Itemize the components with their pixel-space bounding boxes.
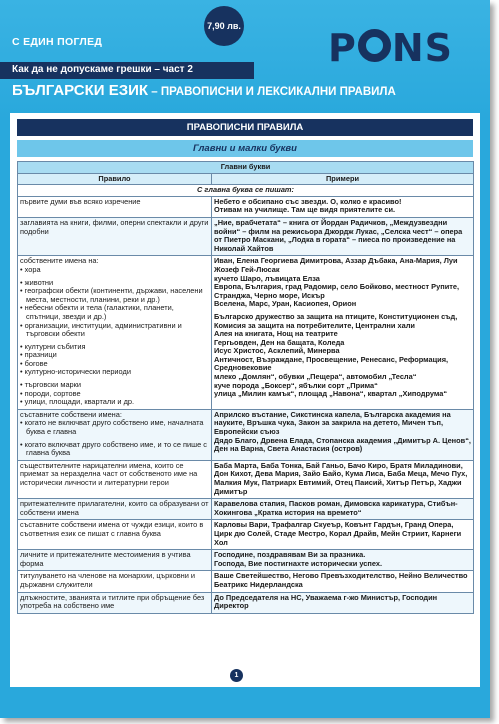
rule-cell — [18, 520, 212, 550]
rule-line: заглавията на книги, филми, оперни спектакли и други подобни — [20, 217, 209, 236]
page-number: 1 — [230, 669, 243, 682]
examples-cell — [212, 499, 474, 520]
table-body — [18, 196, 474, 613]
rule-line: • хора — [20, 266, 209, 275]
example-line: улица „Милин камък“, площад „Навона“, квартал „Хиподрума“ — [214, 389, 448, 399]
rule-line: съставните собствени имена: — [20, 409, 122, 419]
price-badge: 7,90 лв. — [204, 6, 244, 46]
rule-line: • географски обекти (континенти, държави, населени места, местности, планини, реки и др.) — [20, 287, 209, 304]
example-line: Каравелова стапия, Пасков роман, Димовска карикатура, Стибън-Хокингова „Кратка история на времето“ — [214, 499, 458, 517]
rule-line: съставните собствени имена от чужди езици, които в съответния език се пишат с главна буква — [20, 520, 204, 538]
rule-line: • търговски марки — [20, 381, 209, 390]
column-header-rule: Правило — [18, 173, 212, 185]
examples-cell — [212, 196, 474, 217]
subsection-title: Главни и малки букви — [17, 140, 473, 157]
example-line: млеко „Домлян“, обувки „Пещера“, автомобил „Тесла“ — [214, 372, 417, 382]
page-title — [12, 82, 396, 100]
rule-line: титулуването на членове на монархии, църковни и държавни служители — [20, 571, 196, 589]
rule-line: • организации, институции, административни и търговски обекти — [20, 322, 209, 339]
rule-line: • богове — [20, 360, 209, 369]
example-line: Небето е обсипано със звезди. О, колко е красиво! — [214, 196, 402, 206]
at-a-glance-label: С ЕДИН ПОГЛЕД — [12, 36, 103, 48]
example-line: Българско дружество за защита на птиците, Конституционен съд, Комисия за защита на потребителите, Централни хали — [214, 311, 458, 330]
brand-logo: P NS — [328, 26, 454, 70]
rule-line: • животни — [20, 279, 209, 288]
group-heading: С главна буква се пишат: — [18, 185, 474, 197]
example-line: куче порода „Боксер“, ябълки сорт „Прима“ — [214, 380, 378, 390]
example-line: Исус Христос, Асклепий, Минерва — [214, 346, 340, 356]
rule-line: • културни събития — [20, 343, 209, 352]
table-row — [18, 217, 474, 255]
example-line: Ваше Светейшество, Негово Превъзходителство, Нейно Величество Беатрикс Нидерландска — [214, 571, 468, 589]
table-row — [18, 196, 474, 217]
series-title-bar: Как да не допускаме грешки – част 2 — [0, 62, 254, 79]
rule-line: • породи, сортове — [20, 390, 209, 399]
rule-cell — [18, 592, 212, 613]
rule-line: притежателните прилагателни, които са образувани от собствени имена — [20, 499, 209, 517]
table-row — [18, 499, 474, 520]
rule-line: • когато не включват друго собствено име, началната буква е главна — [20, 419, 209, 436]
example-line: Баба Марта, Баба Тонка, Бай Ганьо, Бачо Киро, Братя Миладинови, Дон Кихот, Дева Мария, Зайо Байо, Кума Лиса, Баба Меца, Мечо Пух, Малкия Мук, Патриарх Евтимий, Отец Паисий, Хитър Петър, Хаджи Димитър — [214, 460, 468, 496]
rule-line: длъжностите, званията и титлите при обръщение без употреба на собствено име — [20, 592, 205, 611]
rule-cell — [18, 409, 212, 460]
section-title: ПРАВОПИСНИ ПРАВИЛА — [17, 119, 473, 136]
examples-cell — [212, 550, 474, 571]
title-main: БЪЛГАРСКИ ЕЗИК — [12, 82, 149, 99]
rule-line: личните и притежателните местоимения в учтива форма — [20, 550, 191, 568]
rule-line: • когато включват друго собствено име, и то се пише с главна буква — [20, 441, 209, 458]
table-row — [18, 550, 474, 571]
example-line: До Председателя на НС, Уважаема г-жо Министър, Господин Директор — [214, 592, 438, 611]
rule-cell — [18, 550, 212, 571]
examples-cell — [212, 592, 474, 613]
table-title: Главни букви — [18, 162, 474, 174]
table-row — [18, 256, 474, 410]
table-row — [18, 460, 474, 498]
rule-line: първите думи във всяко изречение — [20, 196, 141, 206]
example-line: Иван, Елена Георгиева Димитрова, Аззар Дъбака, Ана-Мария, Луи Жозеф Гей-Люсак — [214, 256, 458, 274]
rule-cell — [18, 196, 212, 217]
rule-line: • улици, площади, квартали и др. — [20, 398, 209, 407]
example-line: Карловы Вари, Трафалгар Скуеър, Ковънт Гардън, Гранд Опера, Цирк дю Солей, Стаде Местро, Корал Драйв, Мейн Стриит, Карнеги Хол — [214, 520, 462, 547]
content-panel — [10, 113, 480, 687]
table-row — [18, 571, 474, 592]
examples-cell — [212, 460, 474, 498]
example-line: Априлско въстание, Сикстинска капела, Българска академия на науките, Връшка чука, Закон за закрила на детето, Мичен тъп, Европейски съюз — [214, 409, 451, 437]
example-line: Дядо Благо, Дрвена Елада, Стопанска академия „Димитър А. Ценов“, Ден на Варна, Света Анастасия (остров) — [214, 435, 471, 454]
rule-cell — [18, 217, 212, 255]
examples-cell — [212, 520, 474, 550]
rule-cell — [18, 571, 212, 592]
table-row — [18, 592, 474, 613]
rule-cell — [18, 499, 212, 520]
logo-ring-icon — [358, 29, 391, 62]
table-row — [18, 520, 474, 550]
rule-line: съществителните нарицателни имена, които се приемат за неразделна част от собственото име на исторически личности и литературни герои — [20, 460, 198, 487]
rule-line: • културно-исторически периоди — [20, 368, 209, 377]
example-line: Гергьовден, Ден на бащата, Коледа — [214, 337, 345, 347]
example-line: Господине, поздравявам Ви за празника. — [214, 550, 366, 560]
rule-cell — [18, 460, 212, 498]
examples-cell — [212, 217, 474, 255]
examples-cell — [212, 409, 474, 460]
rule-line: собствените имена на: — [20, 256, 99, 266]
rules-table — [17, 161, 474, 614]
example-line: Вселена, Марс, Уран, Касиопея, Орион — [214, 299, 357, 309]
table-row — [18, 409, 474, 460]
example-line: кучето Шаро, лъвицата Елза — [214, 273, 320, 283]
example-line: Античност, Възраждане, Просвещение, Ренесанс, Реформация, Средновековие — [214, 354, 449, 373]
example-line: „Ние, врабчетата“ – книга от Йордан Радичков, „Междузвездни войни“ – филм на режисьора Джордж Лукас, „Селска чест“ – опера от Пиетро Маскани, „Лодка в гората“ – пиеса по произведение на Николай Хайтов — [214, 217, 463, 253]
example-line: Европа, България, град Радомир, село Бойково, местност Рупите, Странджа, Черно море, Искър — [214, 282, 460, 300]
example-line: Господа, Вие постигнахте исторически успех. — [214, 558, 383, 568]
example-line: Алея на книгата, Нощ на театрите — [214, 329, 338, 339]
column-header-examples: Примери — [212, 173, 474, 185]
example-line: Отивам на училище. Там ще видя приятелите си. — [214, 205, 396, 215]
rule-line: • небесни обекти и тела (галактики, планети, спътници, звезди и др.) — [20, 304, 209, 321]
title-rest: – ПРАВОПИСНИ И ЛЕКСИКАЛНИ ПРАВИЛА — [148, 86, 396, 98]
examples-cell — [212, 571, 474, 592]
rule-cell — [18, 256, 212, 410]
rule-line: • празници — [20, 351, 209, 360]
examples-cell — [212, 256, 474, 410]
